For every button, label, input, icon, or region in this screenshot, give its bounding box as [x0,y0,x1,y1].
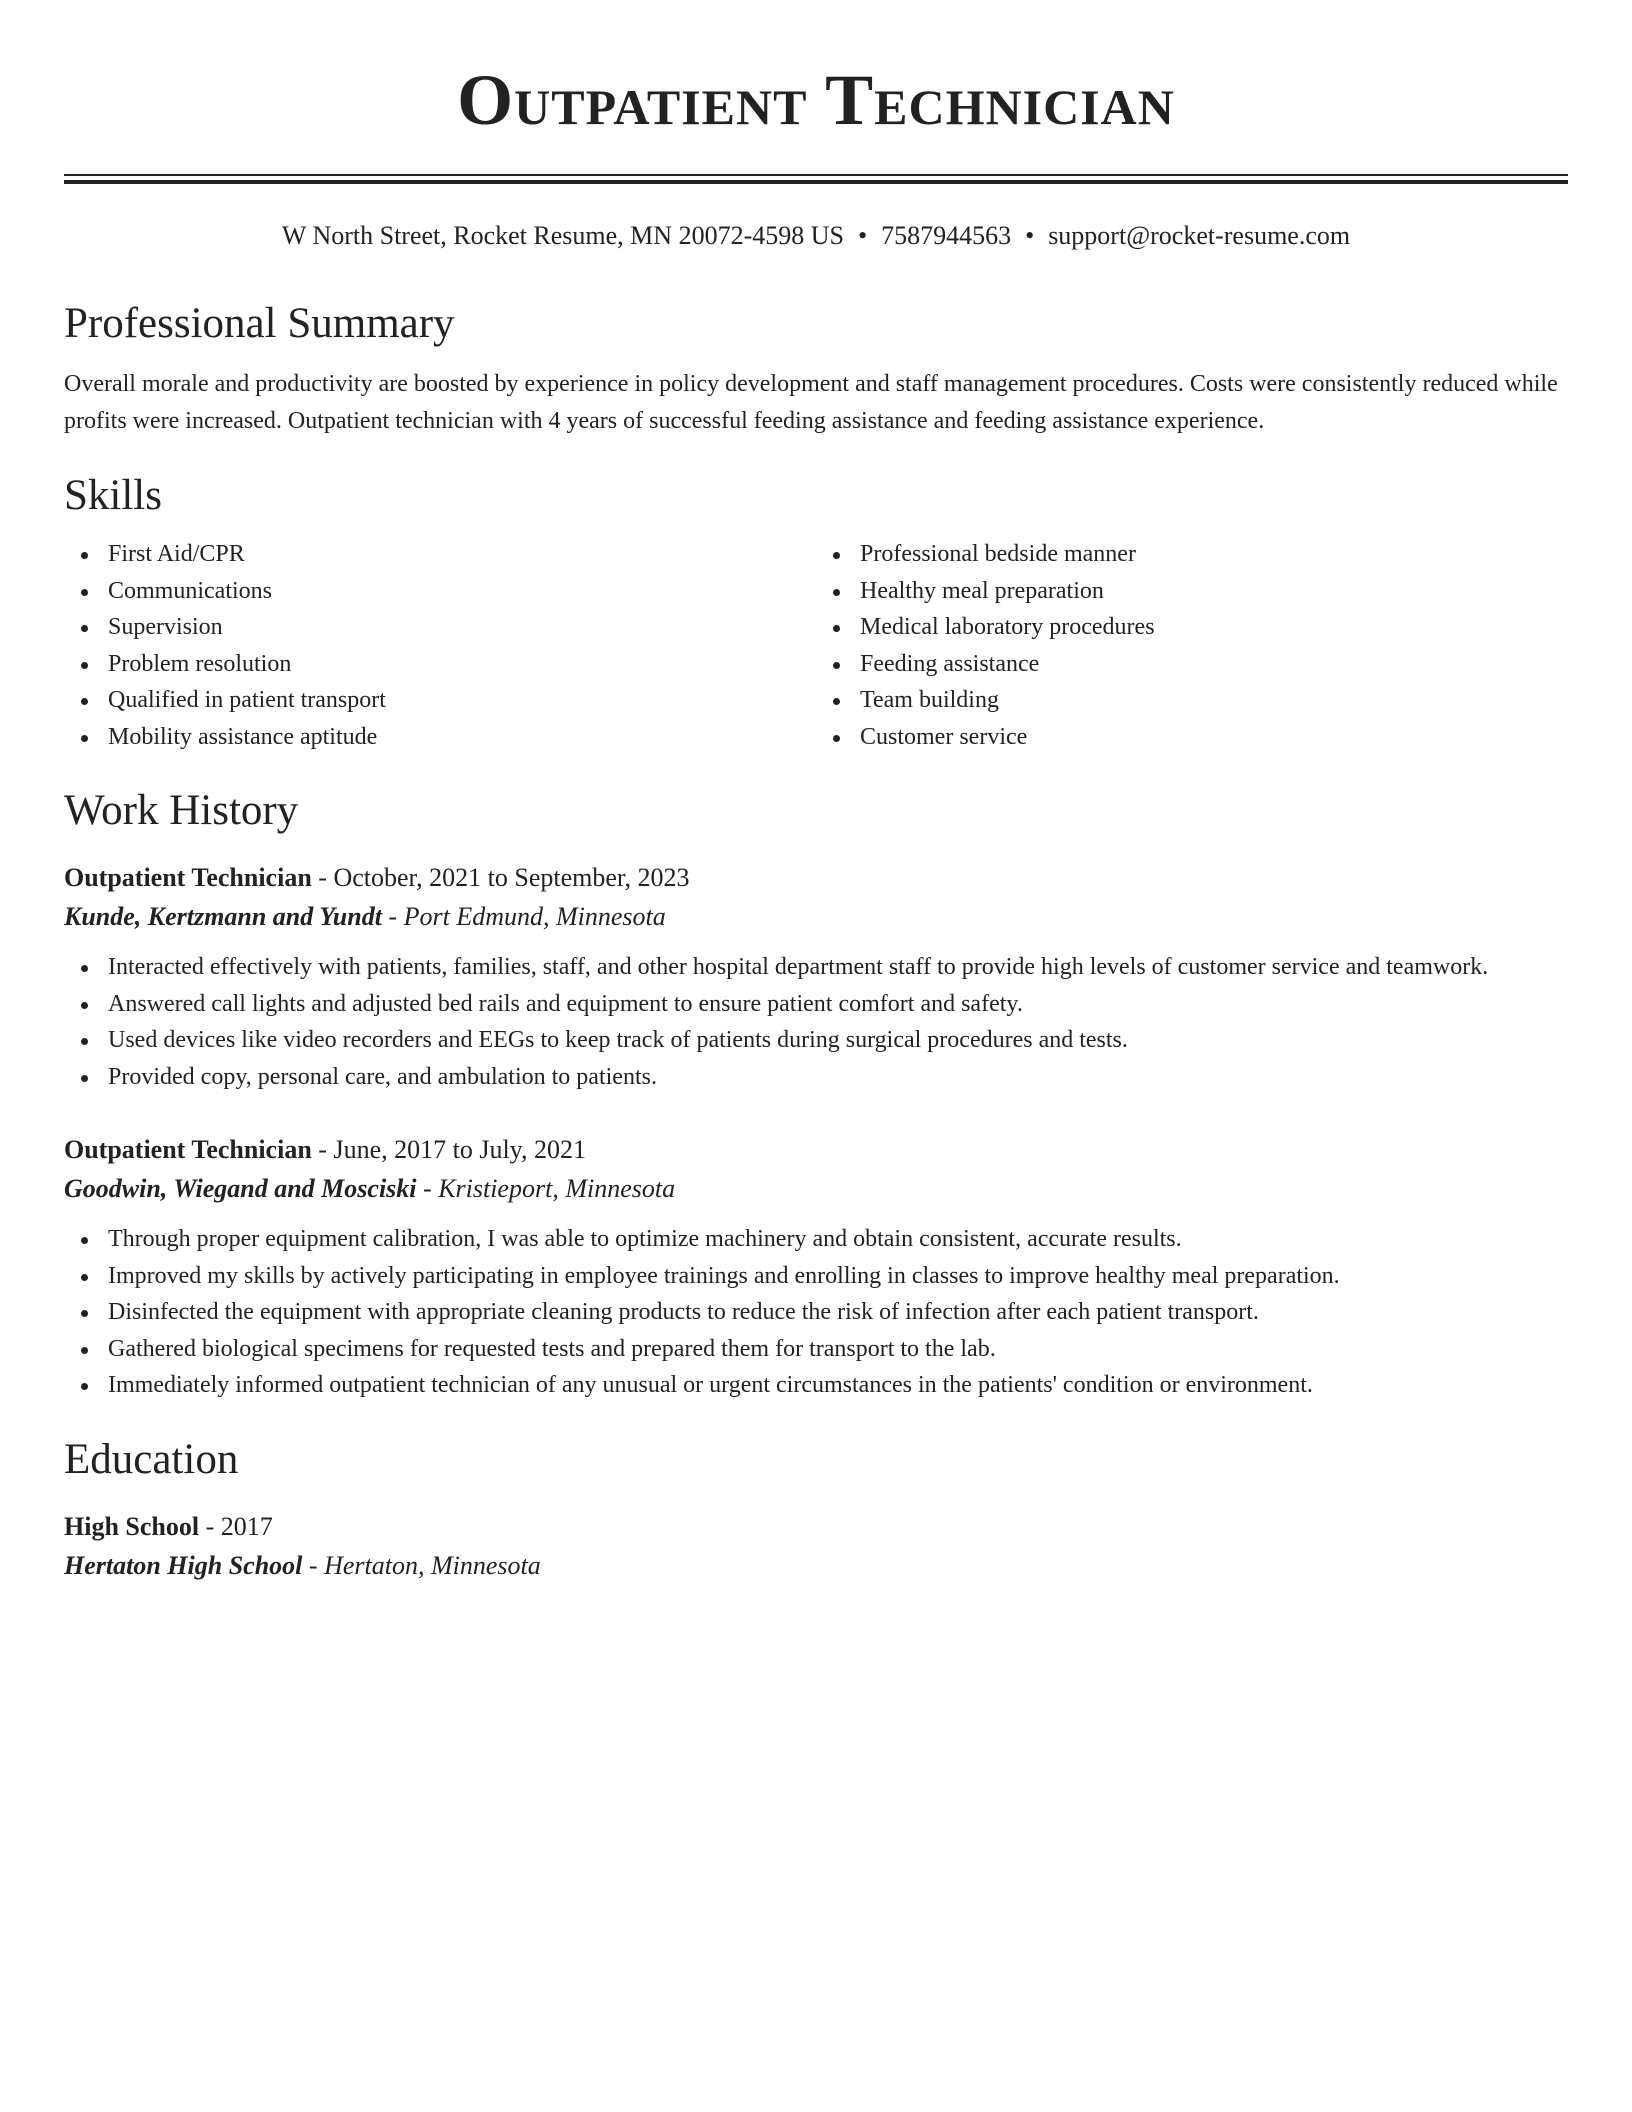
summary-text: Overall morale and productivity are boosted by experience in policy development and staff management procedures. Costs were consistently reduced while profits were increased. Outpatient technician with 4 years of successful feeding assistance and feeding assistance experience. [64,371,1558,434]
contact-line [64,218,1568,254]
skill-item: Healthy meal preparation [860,573,1568,610]
contact-phone: 7587944563 [881,221,1012,250]
job-bullet: Disinfected the equipment with appropriate cleaning products to reduce the risk of infection after each patient transport. [108,1294,1568,1331]
job-bullet: Immediately informed outpatient technician of any unusual or urgent circumstances in the patients' condition or environment. [108,1367,1568,1404]
education-year: 2017 [220,1511,273,1541]
skill-item: Feeding assistance [860,646,1568,683]
title-divider [64,174,1568,184]
skill-item: Communications [108,573,816,610]
skill-item: Team building [860,682,1568,719]
skills-heading: Skills [64,472,162,519]
job-bullet: Interacted effectively with patients, families, staff, and other hospital department staff to provide high levels of customer service and teamwork. [108,949,1568,986]
skill-item: Supervision [108,609,816,646]
skill-item: Customer service [860,719,1568,756]
job-company-line [64,897,1568,937]
education-heading: Education [64,1435,239,1483]
job-company: Goodwin, Wiegand and Mosciski [64,1174,417,1203]
education-dash: - [199,1511,221,1541]
skill-item: Qualified in patient transport [108,682,816,719]
job-location: Kristieport, Minnesota [438,1174,676,1203]
job-dash: - [311,863,334,892]
job-entry [64,859,1568,1095]
skill-item: Medical laboratory procedures [860,609,1568,646]
education-degree-line [64,1508,1568,1546]
contact-email[interactable]: support@rocket-resume.com [1048,221,1351,250]
job-location: Port Edmund, Minnesota [403,902,666,931]
job-bullet-list [64,949,1568,1095]
job-company-line [64,1169,1568,1209]
job-bullet: Provided copy, personal care, and ambulation to patients. [108,1059,1568,1096]
skills-list-left [64,536,816,755]
contact-separator: • [1025,221,1035,250]
job-dates: October, 2021 to September, 2023 [333,863,690,892]
job-bullet: Gathered biological specimens for requested tests and prepared them for transport to the lab. [108,1331,1568,1368]
job-bullet: Improved my skills by actively participating in employee trainings and enrolling in classes to improve healthy meal preparation. [108,1258,1568,1295]
contact-address: W North Street, Rocket Resume, MN 20072-4598 US [281,221,844,250]
education-dash: - [302,1550,325,1580]
job-bullet: Through proper equipment calibration, I was able to optimize machinery and obtain consistent, accurate results. [108,1221,1568,1258]
skill-item: Mobility assistance aptitude [108,719,816,756]
job-dash: - [311,1135,334,1164]
skill-item: Professional bedside manner [860,536,1568,573]
skill-item: First Aid/CPR [108,536,816,573]
skills-grid [64,536,1568,755]
job-title-line [64,859,1568,897]
education-entry [64,1508,1568,1586]
education-school: Hertaton High School [64,1550,303,1580]
job-entry [64,1131,1568,1404]
job-dash: - [416,1174,439,1203]
summary-heading: Professional Summary [64,300,455,347]
job-title-line [64,1131,1568,1169]
job-bullet: Answered call lights and adjusted bed rails and equipment to ensure patient comfort and safety. [108,986,1568,1023]
job-bullet-list [64,1221,1568,1404]
skills-column-left [64,536,816,755]
skill-item: Problem resolution [108,646,816,683]
job-dash: - [381,902,404,931]
education-degree: High School [64,1511,200,1541]
work-history-heading: Work History [64,787,299,834]
contact-separator: • [857,221,868,250]
education-location: Hertaton, Minnesota [324,1550,541,1580]
job-company: Kunde, Kertzmann and Yundt [64,902,382,931]
education-school-line [64,1546,1568,1586]
job-dates: June, 2017 to July, 2021 [333,1135,586,1164]
job-title: Outpatient Technician [64,1135,312,1164]
skills-column-right [816,536,1568,755]
resume-title: Outpatient Technician [457,60,1175,140]
job-bullet: Used devices like video recorders and EEGs to keep track of patients during surgical procedures and tests. [108,1022,1568,1059]
skills-list-right [816,536,1568,755]
job-title: Outpatient Technician [64,863,312,892]
